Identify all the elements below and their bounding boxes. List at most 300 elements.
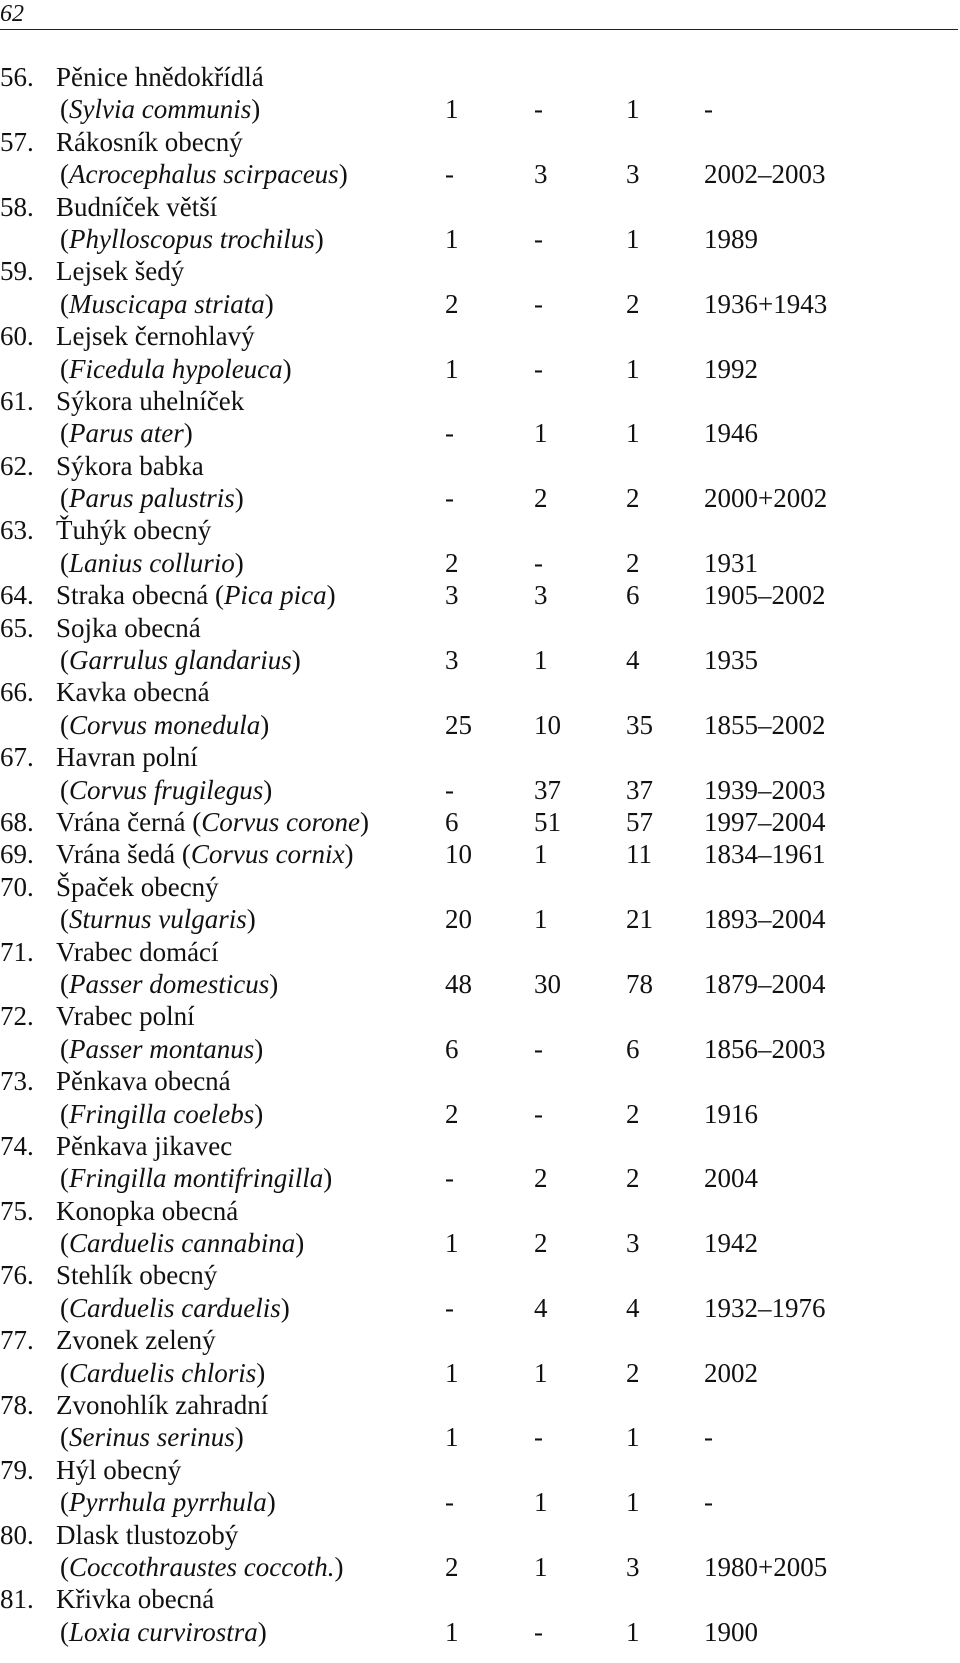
count-col-2: 30 — [534, 968, 561, 999]
count-col-1: 48 — [445, 968, 472, 999]
entry-number: 81. — [0, 1584, 34, 1615]
count-col-2: - — [534, 1098, 543, 1129]
entry-line — [0, 1421, 960, 1453]
count-col-1: - — [445, 159, 454, 190]
latin-name: Serinus serinus — [69, 1422, 235, 1453]
entry-number: 72. — [0, 1001, 34, 1032]
paren: ) — [234, 547, 244, 578]
scientific-name — [60, 288, 274, 320]
czech-name: Lejsek šedý — [56, 256, 185, 287]
scientific-name — [60, 1162, 332, 1194]
count-col-2: 10 — [534, 709, 561, 740]
years-range: 2000+2002 — [704, 483, 828, 514]
entry-number: 68. — [0, 806, 34, 837]
count-col-1: 1 — [445, 1422, 459, 1453]
scientific-name — [60, 1357, 265, 1389]
paren: ) — [314, 223, 324, 254]
scientific-name — [60, 1227, 304, 1259]
count-col-2: - — [534, 288, 543, 319]
entry-line — [0, 126, 960, 158]
species-entry — [0, 1195, 960, 1260]
count-col-1: 1 — [445, 223, 459, 254]
latin-name: Carduelis chloris — [69, 1357, 257, 1388]
entry-line — [0, 1389, 960, 1421]
entry-line — [0, 61, 960, 93]
entry-number: 80. — [0, 1519, 34, 1550]
species-entry — [0, 61, 960, 126]
paren: ) — [266, 1487, 276, 1518]
count-total: 2 — [626, 547, 640, 578]
czech-name: Vrána šedá (Corvus cornix) — [56, 839, 354, 870]
count-col-1: - — [445, 418, 454, 449]
czech-name: Stehlík obecný — [56, 1260, 218, 1291]
scientific-name — [60, 223, 324, 255]
czech-name: Vrabec domácí — [56, 936, 219, 967]
count-col-2: 1 — [534, 904, 548, 935]
scientific-name — [60, 1486, 276, 1518]
count-col-1: 1 — [445, 1616, 459, 1647]
latin-name: Garrulus glandarius — [69, 645, 292, 676]
species-entry — [0, 871, 960, 936]
count-col-1: 1 — [445, 1357, 459, 1388]
species-entry — [0, 1324, 960, 1389]
latin-name: Parus ater — [69, 418, 184, 449]
paren: ( — [192, 806, 202, 837]
count-col-2: 1 — [534, 1551, 548, 1582]
entry-number: 64. — [0, 580, 34, 611]
count-total: 3 — [626, 1228, 640, 1259]
entry-line — [0, 450, 960, 482]
latin-name: Phylloscopus trochilus — [69, 223, 315, 254]
count-col-1: 25 — [445, 709, 472, 740]
count-col-1: 20 — [445, 904, 472, 935]
latin-name: Carduelis carduelis — [69, 1292, 281, 1323]
entry-number: 57. — [0, 126, 34, 157]
count-col-2: - — [534, 547, 543, 578]
entry-number: 56. — [0, 62, 34, 92]
years-range: 1992 — [704, 353, 758, 384]
species-entry — [0, 1389, 960, 1454]
czech-name: Pěnkava obecná — [56, 1066, 231, 1097]
species-list — [0, 61, 960, 1648]
czech-name: Vrabec polní — [56, 1001, 195, 1032]
entry-line — [0, 514, 960, 546]
entry-line — [0, 1227, 960, 1259]
czech-name: Konopka obecná — [56, 1195, 239, 1226]
count-col-2: 51 — [534, 806, 561, 837]
paren: ) — [269, 968, 279, 999]
scientific-name — [60, 93, 260, 125]
entry-line — [0, 1033, 960, 1065]
scientific-name — [60, 482, 244, 514]
entry-line — [0, 1130, 960, 1162]
entry-line — [0, 1065, 960, 1097]
entry-number: 65. — [0, 612, 34, 643]
paren: ( — [60, 1422, 69, 1453]
species-entry — [0, 385, 960, 450]
count-col-2: 3 — [534, 580, 548, 611]
species-entry — [0, 1065, 960, 1130]
count-col-1: - — [445, 1163, 454, 1194]
paren: ) — [254, 1098, 264, 1129]
count-col-1: - — [445, 1487, 454, 1518]
species-entry — [0, 255, 960, 320]
count-col-2: 2 — [534, 1228, 548, 1259]
paren: ( — [60, 1163, 69, 1194]
years-range: 1855–2002 — [704, 709, 826, 740]
species-entry — [0, 191, 960, 256]
count-total: 1 — [626, 1422, 640, 1453]
entry-line — [0, 1292, 960, 1324]
czech-name: Rákosník obecný — [56, 126, 243, 157]
paren: ( — [60, 904, 69, 935]
paren: ( — [60, 353, 69, 384]
latin-name: Corvus frugilegus — [69, 774, 264, 805]
paren: ) — [295, 1228, 305, 1259]
paren: ) — [257, 1616, 267, 1647]
years-range: 1834–1961 — [704, 839, 826, 870]
czech-name: Budníček větší — [56, 191, 218, 222]
paren: ) — [323, 1163, 333, 1194]
scientific-name — [60, 1421, 244, 1453]
entry-line — [0, 709, 960, 741]
count-total: 57 — [626, 806, 653, 837]
species-entry — [0, 1000, 960, 1065]
count-col-2: - — [534, 223, 543, 254]
years-range: 1879–2004 — [704, 968, 826, 999]
scientific-name — [60, 644, 301, 676]
czech-name: Sojka obecná — [56, 612, 201, 643]
entry-line — [0, 320, 960, 352]
count-total: 6 — [626, 580, 640, 611]
paren: ( — [60, 968, 69, 999]
paren: ) — [360, 806, 370, 837]
count-col-1: 6 — [445, 806, 459, 837]
paren: ( — [181, 839, 191, 870]
paren: ( — [60, 1098, 69, 1129]
years-range: 1936+1943 — [704, 288, 828, 319]
count-col-1: 2 — [445, 1551, 459, 1582]
species-entry — [0, 1259, 960, 1324]
count-col-2: 2 — [534, 1163, 548, 1194]
years-range: 1942 — [704, 1228, 758, 1259]
paren: ) — [256, 1357, 266, 1388]
latin-name: Fringilla coelebs — [69, 1098, 255, 1129]
species-entry — [0, 806, 960, 838]
paren: ( — [60, 1228, 69, 1259]
latin-name: Loxia curvirostra — [69, 1616, 258, 1647]
entry-number: 73. — [0, 1066, 34, 1097]
count-col-1: 1 — [445, 94, 459, 125]
czech-name: Dlask tlustozobý — [56, 1519, 239, 1550]
count-col-1: 3 — [445, 580, 459, 611]
count-col-1: 1 — [445, 353, 459, 384]
latin-name: Sturnus vulgaris — [69, 904, 247, 935]
entry-line — [0, 1583, 960, 1615]
paren: ) — [264, 288, 274, 319]
count-total: 37 — [626, 774, 653, 805]
count-col-1: 3 — [445, 645, 459, 676]
count-col-2: 1 — [534, 418, 548, 449]
count-col-2: 1 — [534, 645, 548, 676]
paren: ( — [60, 483, 69, 514]
paren: ) — [183, 418, 193, 449]
count-col-2: - — [534, 1033, 543, 1064]
paren: ( — [60, 1033, 69, 1064]
paren: ) — [326, 580, 336, 611]
entry-line — [0, 93, 960, 125]
entry-number: 59. — [0, 256, 34, 287]
paren: ) — [260, 709, 270, 740]
years-range: 1939–2003 — [704, 774, 826, 805]
count-col-1: 2 — [445, 288, 459, 319]
count-total: 2 — [626, 1163, 640, 1194]
entry-line — [0, 1000, 960, 1032]
paren: ( — [60, 1616, 69, 1647]
paren: ( — [60, 709, 69, 740]
scientific-name — [60, 417, 193, 449]
entry-number: 62. — [0, 450, 34, 481]
paren: ( — [214, 580, 224, 611]
paren: ( — [60, 223, 69, 254]
entry-number: 69. — [0, 839, 34, 870]
entry-line — [0, 1454, 960, 1486]
species-entry — [0, 514, 960, 579]
entry-line — [0, 579, 960, 611]
paren: ( — [60, 1357, 69, 1388]
latin-name: Acrocephalus scirpaceus — [69, 159, 339, 190]
entry-number: 60. — [0, 321, 34, 352]
czech-name: Zvonohlík zahradní — [56, 1390, 269, 1421]
count-total: 2 — [626, 1357, 640, 1388]
years-range: - — [704, 1422, 713, 1453]
paren: ) — [334, 1551, 344, 1582]
species-entry — [0, 741, 960, 806]
paren: ) — [234, 483, 244, 514]
entry-line — [0, 191, 960, 223]
paren: ( — [60, 645, 69, 676]
years-range: - — [704, 94, 713, 125]
count-col-1: 1 — [445, 1228, 459, 1259]
czech-name: Sýkora babka — [56, 450, 204, 481]
count-col-2: - — [534, 1422, 543, 1453]
count-total: 1 — [626, 353, 640, 384]
entry-line — [0, 774, 960, 806]
paren: ) — [291, 645, 301, 676]
species-entry — [0, 936, 960, 1001]
entry-line — [0, 1486, 960, 1518]
scientific-name — [60, 1616, 267, 1648]
years-range: 1856–2003 — [704, 1033, 826, 1064]
entry-line — [0, 547, 960, 579]
entry-line — [0, 903, 960, 935]
years-range: 1997–2004 — [704, 806, 826, 837]
count-col-2: - — [534, 1616, 543, 1647]
count-col-2: - — [534, 353, 543, 384]
years-range: 1893–2004 — [704, 904, 826, 935]
count-col-1: - — [445, 483, 454, 514]
czech-name: Straka obecná (Pica pica) — [56, 580, 336, 611]
years-range: 1980+2005 — [704, 1551, 828, 1582]
czech-name: Křivka obecná — [56, 1584, 215, 1615]
count-total: 21 — [626, 904, 653, 935]
entry-number: 66. — [0, 677, 34, 708]
entry-line — [0, 871, 960, 903]
entry-number: 78. — [0, 1390, 34, 1421]
entry-line — [0, 1551, 960, 1583]
count-total: 78 — [626, 968, 653, 999]
paren: ) — [234, 1422, 244, 1453]
count-total: 3 — [626, 159, 640, 190]
czech-name: Hýl obecný — [56, 1454, 182, 1485]
czech-name: Špaček obecný — [56, 871, 219, 902]
paren: ( — [60, 418, 69, 449]
count-col-2: 1 — [534, 1487, 548, 1518]
species-entry — [0, 1454, 960, 1519]
latin-name: Parus palustris — [69, 483, 235, 514]
entry-number: 71. — [0, 936, 34, 967]
count-total: 2 — [626, 1098, 640, 1129]
species-entry — [0, 1519, 960, 1584]
species-entry — [0, 612, 960, 677]
count-total: 1 — [626, 223, 640, 254]
years-range: 2002–2003 — [704, 159, 826, 190]
entry-line — [0, 385, 960, 417]
entry-number: 67. — [0, 742, 34, 773]
page-number: 62 — [0, 1, 24, 27]
latin-name: Fringilla montifringilla — [69, 1163, 324, 1194]
latin-name: Muscicapa striata — [69, 288, 265, 319]
entry-line — [0, 353, 960, 385]
paren: ) — [263, 774, 273, 805]
years-range: 1932–1976 — [704, 1292, 826, 1323]
scientific-name — [60, 709, 269, 741]
count-total: 35 — [626, 709, 653, 740]
species-entry — [0, 1583, 960, 1648]
count-total: 1 — [626, 1616, 640, 1647]
latin-name: Corvus corone — [201, 806, 361, 837]
czech-name: Ťuhýk obecný — [56, 515, 212, 546]
entry-line — [0, 612, 960, 644]
count-total: 1 — [626, 418, 640, 449]
paren: ( — [60, 1292, 69, 1323]
czech-name: Pěnkava jikavec — [56, 1130, 233, 1161]
paren: ) — [282, 353, 292, 384]
latin-name: Lanius collurio — [69, 547, 235, 578]
entry-number: 61. — [0, 385, 34, 416]
latin-name: Passer montanus — [69, 1033, 255, 1064]
count-total: 1 — [626, 94, 640, 125]
species-entry — [0, 676, 960, 741]
count-col-1: 10 — [445, 839, 472, 870]
count-col-1: 2 — [445, 1098, 459, 1129]
latin-name: Ficedula hypoleuca — [69, 353, 283, 384]
years-range: 1931 — [704, 547, 758, 578]
paren: ) — [251, 94, 261, 125]
entry-line — [0, 1259, 960, 1291]
latin-name: Corvus monedula — [69, 709, 261, 740]
count-total: 3 — [626, 1551, 640, 1582]
count-col-1: - — [445, 774, 454, 805]
entry-line — [0, 1195, 960, 1227]
latin-name: Passer domesticus — [69, 968, 270, 999]
scientific-name — [60, 903, 256, 935]
entry-number: 79. — [0, 1454, 34, 1485]
entry-line — [0, 1616, 960, 1648]
years-range: 1900 — [704, 1616, 758, 1647]
latin-name: Corvus cornix — [190, 839, 345, 870]
latin-name: Coccothraustes coccoth. — [69, 1551, 335, 1582]
paren: ( — [60, 1551, 69, 1582]
czech-name: Lejsek černohlavý — [56, 321, 255, 352]
czech-name: Vrána černá (Corvus corone) — [56, 806, 370, 837]
years-range: - — [704, 1487, 713, 1518]
species-entry — [0, 579, 960, 611]
entry-line — [0, 417, 960, 449]
paren: ) — [280, 1292, 290, 1323]
paren: ) — [338, 159, 348, 190]
entry-line — [0, 1519, 960, 1551]
entry-line — [0, 158, 960, 190]
count-col-2: 3 — [534, 159, 548, 190]
years-range: 1946 — [704, 418, 758, 449]
count-col-1: 2 — [445, 547, 459, 578]
paren: ( — [60, 94, 69, 125]
entry-line — [0, 741, 960, 773]
entry-line — [0, 838, 960, 870]
entry-line — [0, 223, 960, 255]
header-rule — [0, 29, 958, 30]
scientific-name — [60, 1033, 263, 1065]
scientific-name — [60, 547, 244, 579]
entry-number: 77. — [0, 1325, 34, 1356]
entry-line — [0, 288, 960, 320]
entry-line — [0, 1162, 960, 1194]
scientific-name — [60, 1551, 343, 1583]
species-entry — [0, 450, 960, 515]
count-total: 6 — [626, 1033, 640, 1064]
entry-number: 63. — [0, 515, 34, 546]
species-entry — [0, 320, 960, 385]
entry-line — [0, 644, 960, 676]
czech-name: Zvonek zelený — [56, 1325, 216, 1356]
count-col-1: 6 — [445, 1033, 459, 1064]
paren: ) — [254, 1033, 264, 1064]
years-range: 1935 — [704, 645, 758, 676]
scientific-name — [60, 1292, 290, 1324]
entry-number: 74. — [0, 1130, 34, 1161]
count-total: 11 — [626, 839, 652, 870]
latin-name: Pica pica — [223, 580, 327, 611]
latin-name: Pyrrhula pyrrhula — [69, 1487, 267, 1518]
entry-line — [0, 1098, 960, 1130]
latin-name: Sylvia communis — [69, 94, 252, 125]
count-col-2: 1 — [534, 839, 548, 870]
entry-number: 70. — [0, 871, 34, 902]
species-entry — [0, 126, 960, 191]
czech-name: Sýkora uhelníček — [56, 385, 245, 416]
species-entry — [0, 838, 960, 870]
count-col-1: - — [445, 1292, 454, 1323]
count-col-2: 2 — [534, 483, 548, 514]
years-range: 2004 — [704, 1163, 758, 1194]
entry-line — [0, 482, 960, 514]
scientific-name — [60, 968, 278, 1000]
years-range: 1905–2002 — [704, 580, 826, 611]
entry-line — [0, 1324, 960, 1356]
latin-name: Carduelis cannabina — [69, 1228, 296, 1259]
entry-line — [0, 255, 960, 287]
